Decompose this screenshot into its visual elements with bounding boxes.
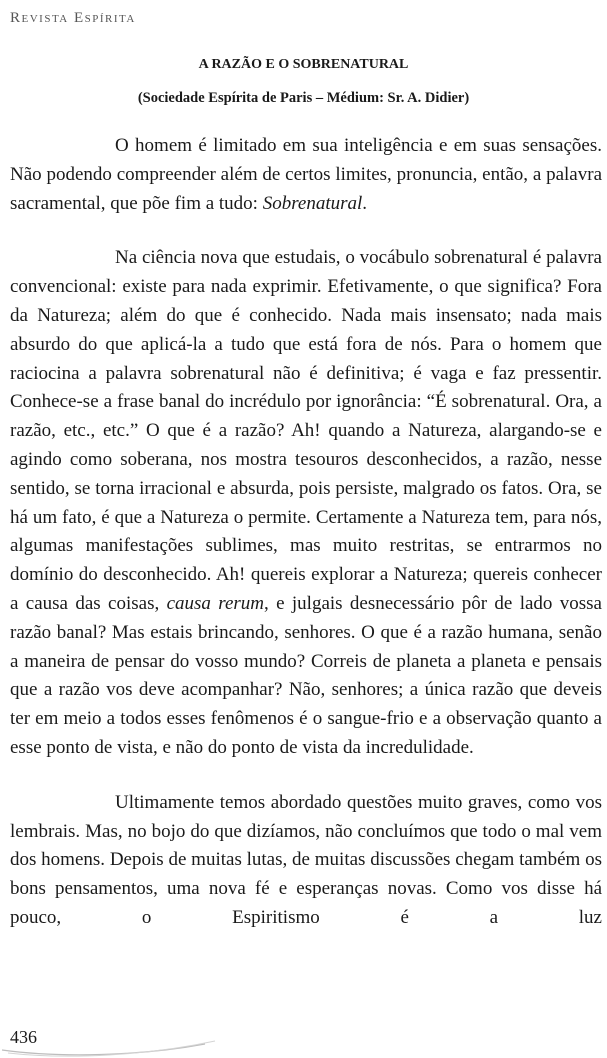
article-title: A RAZÃO E O SOBRENATURAL: [198, 57, 409, 72]
paragraph: [10, 132, 602, 218]
paragraph-text: Ultimamente temos abordado questões muito graves, como vos lembrais. Mas, no bojo do que dizíamos, não concluímos que todo o mal vem dos homens. Depois de muitas lutas, de muitas discussões chegam também os bons pensamentos, uma nova fé e esperanças novas. Como vos disse há pouco, o Espiritismo é a luz: [10, 791, 602, 928]
decorative-swoosh: [0, 1036, 220, 1058]
running-header: Revista Espírita: [10, 10, 136, 26]
italic-term: causa rerum: [166, 592, 264, 614]
paragraph: [10, 789, 602, 933]
article-body: [10, 132, 602, 933]
page-number: 436: [10, 1027, 37, 1047]
article-subtitle: (Sociedade Espírita de Paris – Médium: Sr. A. Didier): [137, 90, 470, 106]
paragraph-text: Na ciência nova que estudais, o vocábulo sobrenatural é palavra convencional: existe para nada exprimir. Efetivamente, o que significa? Fora da Natureza; além do que é conhecido. Nada mais insensato; nada mais absurdo do que aplicá-la a tudo que está fora de nós. Para o homem que raciocina a palavra sobrenatural não é definitiva; é vaga e faz pressentir. Conhece-se a frase banal do incrédulo por ignorância: “É sobrenatural. Ora, a razão, etc., etc.” O que é a razão? Ah! quando a Natureza, alargando-se e agindo como soberana, nos mostra tesouros desconhecidos, a razão, nesse sentido, se torna irracional e absurda, pois persiste, malgrado os fatos. Ora, se há um fato, é que a Natureza o permite. Certamente a Natureza tem, para nós, algumas manifestações sublimes, mas muito restritas, se entrarmos no domínio do desconhecido. Ah! quereis explorar a Natureza; quereis conhecer a causa das coisas,: [10, 247, 602, 614]
paragraph: [10, 244, 602, 762]
paragraph-text: O homem é limitado em sua inteligência e em suas sensações. Não podendo compreender além de certos limites, pronuncia, então, a palavra sacramental, que põe fim a tudo:: [10, 135, 602, 214]
paragraph-text: , e julgais desnecessário pôr de lado vossa razão banal? Mas estais brincando, senhores. O que é a razão humana, senão a maneira de pensar do vosso mundo? Correis de planeta a planeta e pensais que a razão vos deve acompanhar? Não, senhores; a única razão que deveis ter em meio a todos esses fenômenos é o sangue-frio e a observação quanto a esse ponto de vista, e não do ponto de vista da incredulidade.: [10, 592, 602, 758]
paragraph-text: .: [362, 192, 368, 214]
italic-term: Sobrenatural: [262, 192, 363, 214]
